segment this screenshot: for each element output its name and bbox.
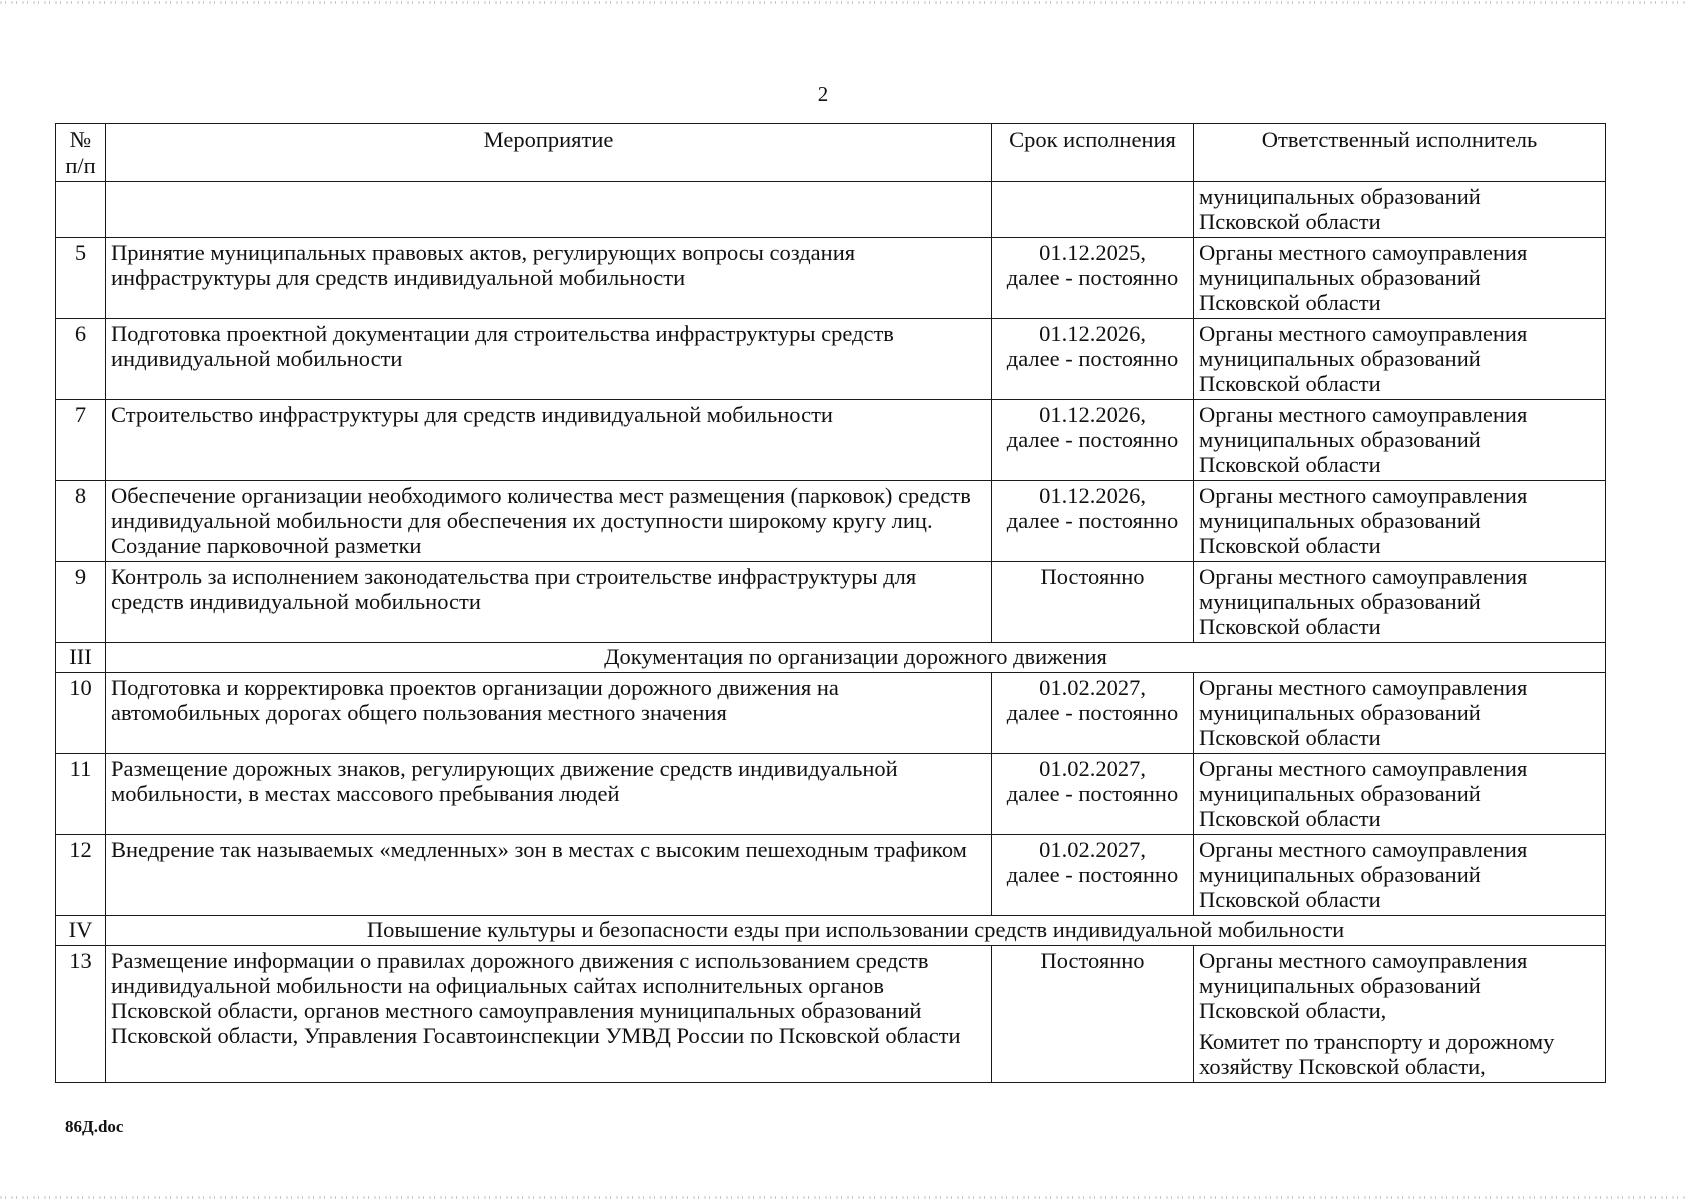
row-term — [992, 182, 1194, 238]
row-number: 5 — [56, 238, 106, 319]
row-number: 11 — [56, 754, 106, 835]
cell-line: Органы местного самоуправления — [1199, 837, 1528, 862]
cell-line: Постоянно — [1040, 948, 1145, 973]
cell-line: Псковской области — [1199, 614, 1381, 639]
row-term — [992, 481, 1194, 562]
events-table — [55, 123, 1606, 1083]
header-responsible: Ответственный исполнитель — [1194, 124, 1606, 182]
row-term — [992, 835, 1194, 916]
table-row — [56, 835, 1606, 916]
cell-line: муниципальных образований — [1199, 589, 1481, 614]
section-title: Документация по организации дорожного движения — [106, 643, 1606, 673]
row-number: 7 — [56, 400, 106, 481]
cell-line: муниципальных образований — [1199, 700, 1481, 725]
cell-line: Псковской области — [1199, 806, 1381, 831]
cell-line: муниципальных образований — [1199, 973, 1481, 998]
cell-line: далее - постоянно — [1006, 265, 1179, 290]
cell-line: Органы местного самоуправления — [1199, 675, 1528, 700]
cell-line: Органы местного самоуправления — [1199, 756, 1528, 781]
cell-line: муниципальных образований — [1199, 862, 1481, 887]
row-event: Контроль за исполнением законодательства при строительстве инфраструктуры для средств индивидуальной мобильности — [106, 562, 992, 643]
table-row — [56, 673, 1606, 754]
cell-line: Постоянно — [1040, 564, 1145, 589]
table-row — [56, 562, 1606, 643]
row-number — [56, 182, 106, 238]
section-number: IV — [56, 916, 106, 946]
table-header-row — [56, 124, 1606, 182]
row-event: Подготовка и корректировка проектов организации дорожного движения на автомобильных дорогах общего пользования местного значения — [106, 673, 992, 754]
cell-line: Псковской области — [1199, 209, 1381, 234]
cell-line: 01.12.2026, — [1039, 402, 1146, 427]
row-term — [992, 754, 1194, 835]
row-responsible — [1194, 182, 1606, 238]
cell-line: Псковской области, — [1199, 998, 1387, 1023]
table-row — [56, 400, 1606, 481]
cell-line: муниципальных образований — [1199, 781, 1481, 806]
row-number: 13 — [56, 946, 106, 1083]
row-responsible — [1194, 481, 1606, 562]
cell-line: 01.12.2026, — [1039, 483, 1146, 508]
header-term: Срок исполнения — [992, 124, 1194, 182]
row-event: Внедрение так называемых «медленных» зон в местах с высоким пешеходным трафиком — [106, 835, 992, 916]
row-responsible — [1194, 562, 1606, 643]
cell-line: Псковской области — [1199, 290, 1381, 315]
scan-edge-top — [0, 1, 1686, 4]
cell-line: Органы местного самоуправления — [1199, 240, 1528, 265]
table-row — [56, 238, 1606, 319]
table-row — [56, 946, 1606, 1083]
scan-edge-bottom — [0, 1196, 1686, 1199]
row-term — [992, 319, 1194, 400]
row-event — [106, 182, 992, 238]
section-row — [56, 916, 1606, 946]
row-number: 9 — [56, 562, 106, 643]
row-responsible — [1194, 319, 1606, 400]
row-responsible — [1194, 754, 1606, 835]
table-row — [56, 754, 1606, 835]
row-event: Размещение дорожных знаков, регулирующих движение средств индивидуальной мобильности, в местах массового пребывания людей — [106, 754, 992, 835]
cell-line: далее - постоянно — [1006, 781, 1179, 806]
section-number: III — [56, 643, 106, 673]
header-number: № п/п — [56, 124, 106, 182]
cell-line: далее - постоянно — [1006, 427, 1179, 452]
continuation-row — [56, 182, 1606, 238]
cell-line: 01.02.2027, — [1039, 837, 1146, 862]
cell-line: хозяйству Псковской области, — [1199, 1054, 1486, 1079]
cell-line: Органы местного самоуправления — [1199, 483, 1528, 508]
table-row — [56, 481, 1606, 562]
cell-line: 01.02.2027, — [1039, 675, 1146, 700]
cell-line: Псковской области — [1199, 887, 1381, 912]
row-responsible — [1194, 946, 1606, 1083]
row-event: Обеспечение организации необходимого количества мест размещения (парковок) средств индивидуальной мобильности для обеспечения их доступности широкому кругу лиц. Создание парковочной разметки — [106, 481, 992, 562]
cell-line: Псковской области — [1199, 533, 1381, 558]
cell-line: 01.12.2026, — [1039, 321, 1146, 346]
row-event: Принятие муниципальных правовых актов, регулирующих вопросы создания инфраструктуры для средств индивидуальной мобильности — [106, 238, 992, 319]
row-number: 10 — [56, 673, 106, 754]
cell-line: 01.12.2025, — [1039, 240, 1146, 265]
row-event: Строительство инфраструктуры для средств индивидуальной мобильности — [106, 400, 992, 481]
page-number: 2 — [817, 82, 829, 106]
cell-line: Псковской области — [1199, 725, 1381, 750]
responsible-second-entry — [1199, 1029, 1600, 1079]
table-body — [56, 182, 1606, 1083]
cell-line: далее - постоянно — [1006, 862, 1179, 887]
row-event: Размещение информации о правилах дорожного движения с использованием средств индивидуальной мобильности на официальных сайтах исполнительных органов Псковской области, органов местного самоуправления муниципальных образований Псковской области, Управления Госавтоинспекции УМВД России по Псковской области — [106, 946, 992, 1083]
section-row — [56, 643, 1606, 673]
cell-line: муниципальных образований — [1199, 184, 1481, 209]
cell-line: муниципальных образований — [1199, 508, 1481, 533]
cell-line: 01.02.2027, — [1039, 756, 1146, 781]
cell-line: Псковской области — [1199, 371, 1381, 396]
cell-line: Комитет по транспорту и дорожному — [1199, 1029, 1555, 1054]
row-term — [992, 238, 1194, 319]
row-responsible — [1194, 673, 1606, 754]
row-number: 12 — [56, 835, 106, 916]
cell-line: Органы местного самоуправления — [1199, 402, 1528, 427]
footer-file-name: 86Д.doc — [65, 1117, 124, 1136]
row-term — [992, 946, 1194, 1083]
cell-line: муниципальных образований — [1199, 427, 1481, 452]
row-responsible — [1194, 238, 1606, 319]
row-event: Подготовка проектной документации для строительства инфраструктуры средств индивидуальной мобильности — [106, 319, 992, 400]
section-title: Повышение культуры и безопасности езды при использовании средств индивидуальной мобильности — [106, 916, 1606, 946]
row-term — [992, 562, 1194, 643]
row-number: 8 — [56, 481, 106, 562]
row-term — [992, 400, 1194, 481]
cell-line: муниципальных образований — [1199, 346, 1481, 371]
row-responsible — [1194, 400, 1606, 481]
row-responsible — [1194, 835, 1606, 916]
header-event: Мероприятие — [106, 124, 992, 182]
row-term — [992, 673, 1194, 754]
cell-line: Органы местного самоуправления — [1199, 564, 1528, 589]
cell-line: далее - постоянно — [1006, 700, 1179, 725]
cell-line: Органы местного самоуправления — [1199, 948, 1528, 973]
cell-line: далее - постоянно — [1006, 346, 1179, 371]
row-number: 6 — [56, 319, 106, 400]
cell-line: муниципальных образований — [1199, 265, 1481, 290]
cell-line: Псковской области — [1199, 452, 1381, 477]
cell-line: Органы местного самоуправления — [1199, 321, 1528, 346]
cell-line: далее - постоянно — [1006, 508, 1179, 533]
table-row — [56, 319, 1606, 400]
